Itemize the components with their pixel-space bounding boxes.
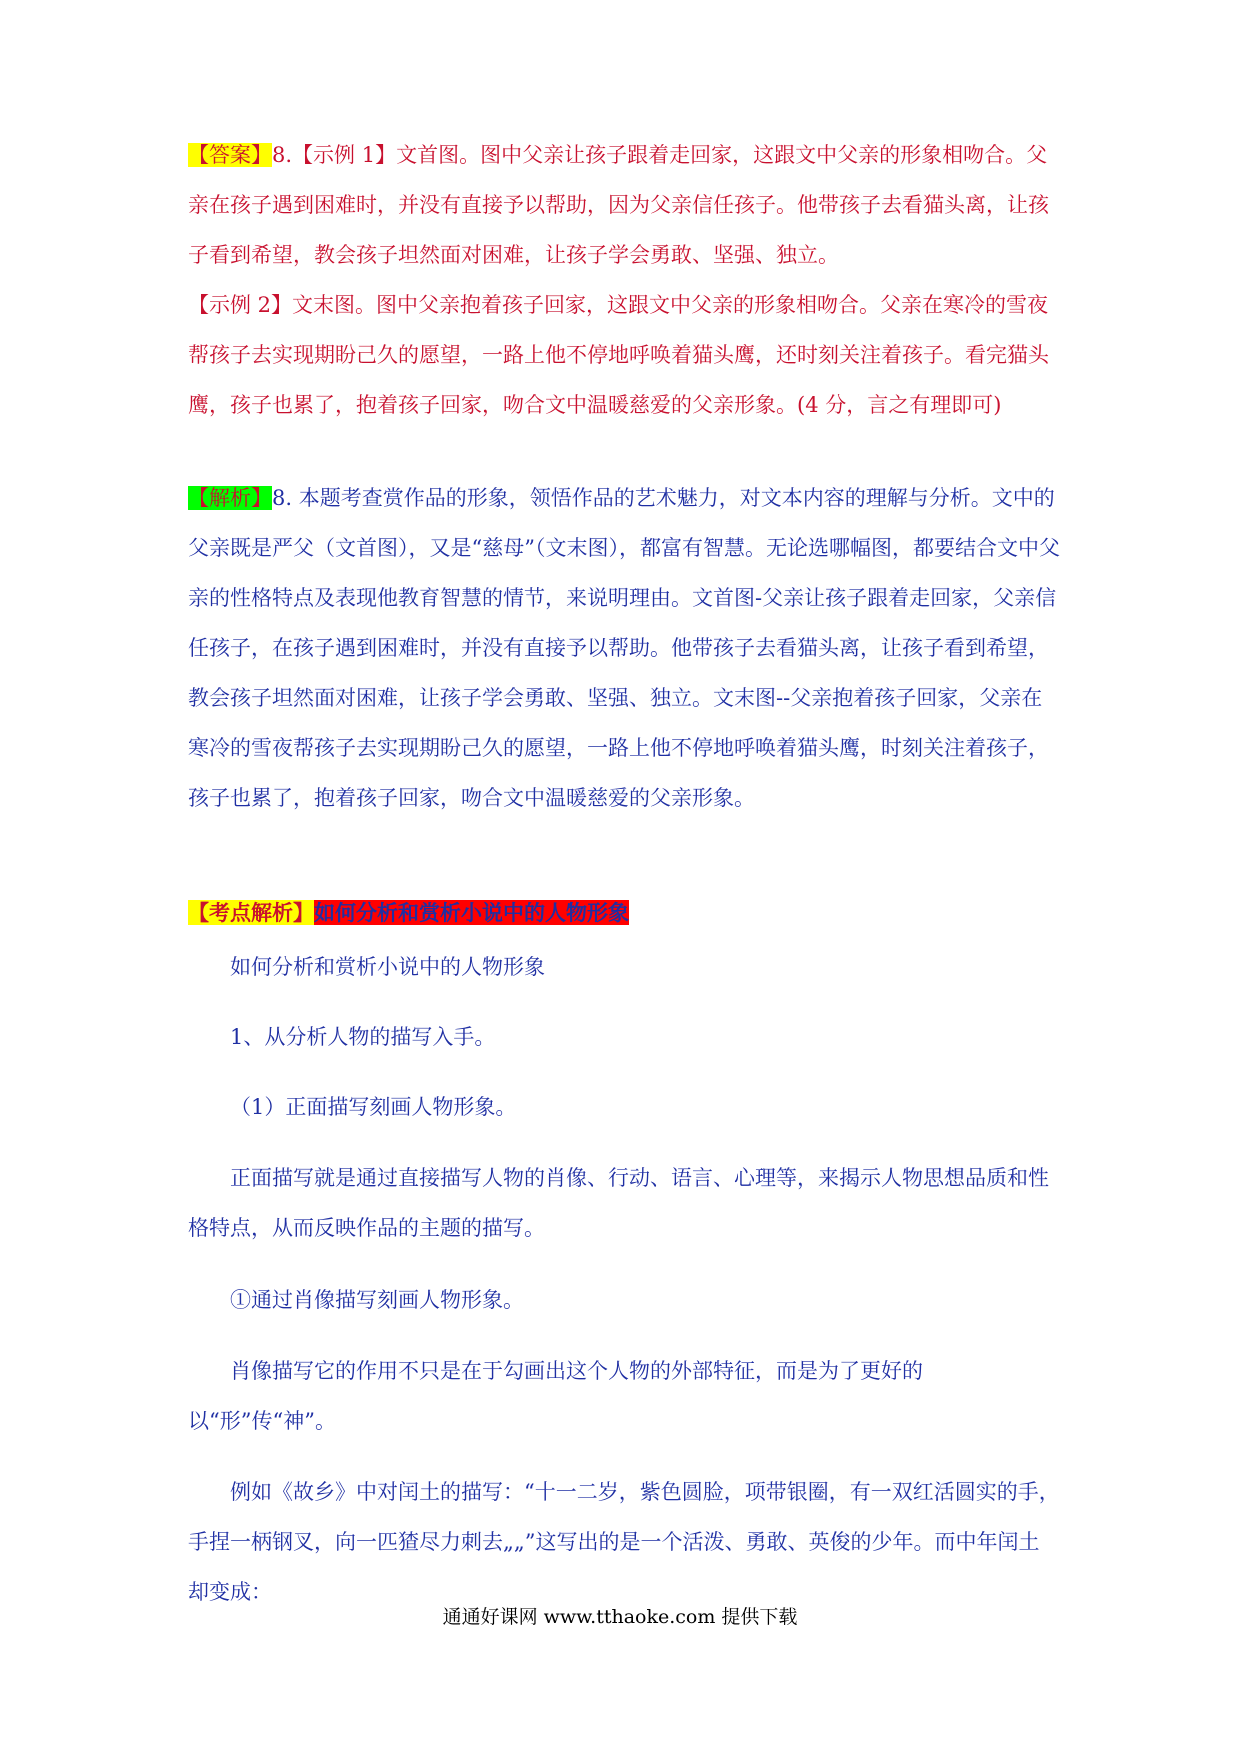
kaodian-tag: 【考点解析】 [188,900,314,925]
example2-tag: 【示例 2】 [188,293,293,317]
analysis-tag: 【解析】 [188,486,272,510]
answer-number: 8. [272,143,293,167]
kaodian-heading [188,888,1060,938]
example2-text: 文末图。图中父亲抱着孩子回家，这跟文中父亲的形象相吻合。父亲在寒冷的雪夜帮孩子去实现期盼己久的愿望，一路上他不停地呼唤着猫头鹰，还时刻关注着孩子。看完猫头鹰，孩子也累了，抱着孩子回家，吻合文中温暖慈爱的父亲形象。(4 分，言之有理即可) [188,293,1049,417]
answer-tag: 【答案】 [188,143,272,167]
example2-section [188,280,1060,430]
kaodian-subtitle: 如何分析和赏析小说中的人物形象 [230,955,545,979]
paragraph-example: 例如《故乡》中对闰土的描写：“十一二岁，紫色圆脸，项带银圈，有一双红活圆实的手，手捏一柄钢叉，向一匹猹尽力刺去„„”这写出的是一个活泼、勇敢、英俊的少年。而中年闰土却变成： [188,1480,1060,1604]
example1-text: 文首图。图中父亲让孩子跟着走回家，这跟文中父亲的形象相吻合。父亲在孩子遇到困难时，并没有直接予以帮助，因为父亲信任孩子。他带孩子去看猫头离，让孩子看到希望，教会孩子坦然面对困难，让孩子学会勇敢、坚强、独立。 [188,143,1049,267]
item-circle-1: ①通过肖像描写刻画人物形象。 [230,1288,524,1312]
kaodian-title: 如何分析和赏析小说中的人物形象 [314,900,629,925]
analysis-section [188,473,1060,823]
item-1-1: （1）正面描写刻画人物形象。 [230,1095,517,1119]
analysis-text: 8. 本题考查赏作品的形象，领悟作品的艺术魅力，对文本内容的理解与分析。文中的父亲既是严父（文首图），又是“慈母”（文末图），都富有智慧。无论选哪幅图，都要结合文中父亲的性格特点及表现他教育智慧的情节，来说明理由。文首图-父亲让孩子跟着走回家，父亲信任孩子，在孩子遇到困难时，并没有直接予以帮助。他带孩子去看猫头离，让孩子看到希望，教会孩子坦然面对困难，让孩子学会勇敢、坚强、独立。文末图--父亲抱着孩子回家，父亲在寒冷的雪夜帮孩子去实现期盼己久的愿望，一路上他不停地呼唤着猫头鹰，时刻关注着孩子，孩子也累了，抱着孩子回家，吻合文中温暖慈爱的父亲形象。 [188,486,1060,810]
answer-section [188,130,1060,280]
page-footer: 通通好课网 www.tthaoke.com 提供下载 [442,1606,798,1628]
example1-tag: 【示例 1】 [292,143,397,167]
paragraph-portrait: 肖像描写它的作用不只是在于勾画出这个人物的外部特征，而是为了更好的以“形”传“神”。 [188,1359,923,1433]
item-1: 1、从分析人物的描写入手。 [230,1025,496,1049]
paragraph-front-description: 正面描写就是通过直接描写人物的肖像、行动、语言、心理等，来揭示人物思想品质和性格特点，从而反映作品的主题的描写。 [188,1166,1049,1240]
